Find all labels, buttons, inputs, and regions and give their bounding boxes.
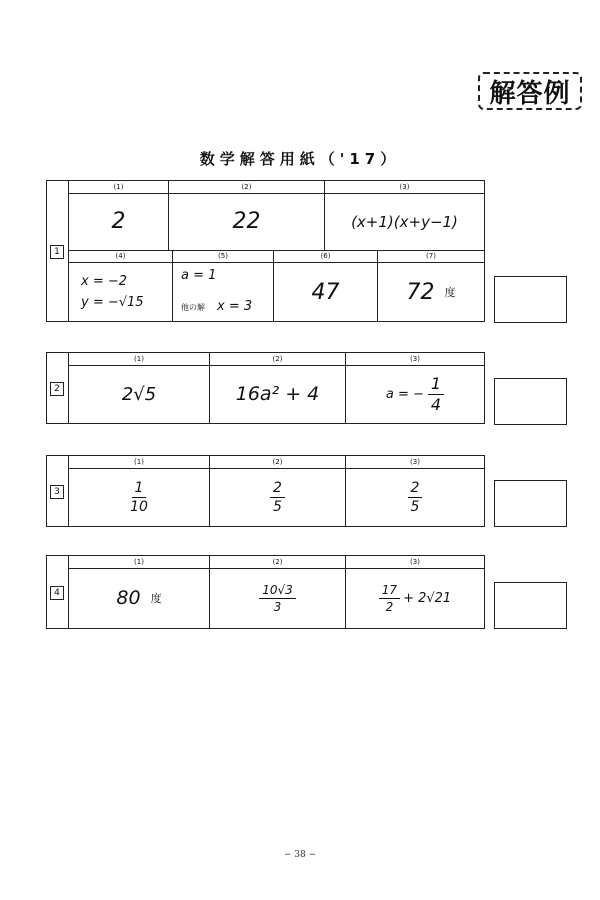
q3-answer-2-denominator: 5 — [273, 498, 282, 515]
q2-cell-2 — [209, 353, 345, 423]
q1-cell-4 — [69, 250, 172, 322]
q1-answer-7 — [378, 262, 484, 322]
question-3-number: 3 — [50, 485, 64, 499]
q1-answer-7-unit: 度 — [444, 286, 456, 299]
q4-answer-2-numerator: 10√3 — [259, 584, 296, 599]
q2-answer-1: 2√5 — [121, 383, 157, 405]
q2-answer-2: 16a² + 4 — [235, 383, 320, 405]
q3-header-2: (2) — [210, 456, 345, 469]
q3-score-box[interactable] — [494, 480, 567, 527]
q1-header-4: (4) — [69, 250, 172, 263]
q3-answer-1-numerator: 1 — [132, 481, 147, 498]
q2-answer-3-prefix: a = − — [385, 386, 424, 402]
question-3-sheet — [46, 455, 485, 527]
q4-answer-3 — [346, 568, 484, 628]
q1-header-7: (7) — [378, 250, 484, 263]
q3-answer-3 — [346, 468, 484, 526]
q1-answer-5 — [173, 262, 273, 322]
question-3-label-column — [47, 456, 69, 526]
q4-cell-3 — [345, 556, 484, 628]
question-4-number: 4 — [50, 586, 64, 600]
q1-cell-1 — [69, 181, 168, 250]
q1-header-6: (6) — [274, 250, 377, 263]
q3-answer-2 — [210, 468, 345, 526]
q4-answer-3-denominator: 2 — [385, 599, 394, 614]
q1-answer-5-other — [181, 291, 252, 316]
q4-answer-1-unit: 度 — [150, 592, 162, 605]
q3-answer-1-denominator: 10 — [130, 498, 148, 515]
q3-answer-3-numerator: 2 — [408, 481, 423, 498]
q4-score-box[interactable] — [494, 582, 567, 629]
q3-answer-3-denominator: 5 — [410, 498, 420, 515]
q1-answer-1: 2 — [111, 209, 126, 234]
q4-cell-1 — [69, 556, 209, 628]
question-2-sheet — [46, 352, 485, 424]
q1-cell-3 — [324, 181, 484, 250]
question-2-label-column — [47, 353, 69, 423]
q4-answer-2-fraction — [259, 584, 296, 613]
q3-answer-2-fraction — [270, 481, 285, 514]
q1-answer-4-x: x = −2 — [81, 274, 128, 289]
q1-answer-4-y: y = −√15 — [81, 295, 144, 310]
q3-cell-1 — [69, 456, 209, 526]
q2-answer-3-numerator: 1 — [428, 376, 444, 395]
question-4-sheet — [46, 555, 485, 629]
question-1-label-column — [47, 181, 69, 321]
question-2-number: 2 — [50, 382, 64, 396]
q3-answer-3-fraction — [408, 481, 423, 514]
q4-answer-3-rest: + 2√21 — [403, 590, 452, 606]
q1-answer-5-other-value: x = 3 — [217, 299, 253, 314]
q2-answer-3-fraction — [428, 373, 444, 414]
q1-header-3: (3) — [325, 181, 484, 194]
q4-header-1: (1) — [69, 556, 209, 569]
q1-header-5: (5) — [173, 250, 273, 263]
q3-answer-1-fraction — [130, 481, 148, 514]
q1-answer-3: (x+1)(x+y−1) — [351, 212, 458, 231]
q4-answer-3-numerator: 17 — [379, 584, 400, 599]
q4-cell-2 — [209, 556, 345, 628]
question-1-number: 1 — [50, 245, 64, 259]
question-4-label-column — [47, 556, 69, 628]
q1-answer-5-other-label: 他の解 — [181, 303, 205, 312]
q3-answer-1 — [69, 468, 209, 526]
q1-answer-5-a: a = 1 — [181, 268, 217, 283]
q1-answer-4 — [69, 262, 172, 322]
q1-cell-6 — [273, 250, 377, 322]
q4-answer-1 — [69, 568, 209, 628]
q3-header-3: (3) — [346, 456, 484, 469]
page-number: − 38 − — [283, 850, 317, 860]
q2-answer-3 — [346, 365, 484, 423]
q4-answer-1-value: 80 — [116, 587, 141, 609]
q1-answer-2: 22 — [232, 209, 261, 234]
q1-header-2: (2) — [169, 181, 324, 194]
q2-header-3: (3) — [346, 353, 484, 366]
question-1-sheet — [46, 180, 485, 322]
q4-answer-3-fraction — [379, 584, 400, 613]
q2-cell-1 — [69, 353, 209, 423]
q3-header-1: (1) — [69, 456, 209, 469]
q3-answer-2-numerator: 2 — [270, 481, 285, 498]
q1-score-box[interactable] — [494, 276, 567, 323]
q4-header-3: (3) — [346, 556, 484, 569]
q3-cell-3 — [345, 456, 484, 526]
q2-answer-3-denominator: 4 — [430, 394, 442, 414]
q1-cell-7 — [377, 250, 484, 322]
q1-answer-7-value: 72 — [406, 279, 435, 305]
q2-header-1: (1) — [69, 353, 209, 366]
q4-header-2: (2) — [210, 556, 345, 569]
q1-header-1: (1) — [69, 181, 168, 194]
q1-cell-5 — [172, 250, 273, 322]
q4-answer-2 — [210, 568, 345, 628]
q2-score-box[interactable] — [494, 378, 567, 425]
q2-header-2: (2) — [210, 353, 345, 366]
q1-cell-2 — [168, 181, 324, 250]
q2-cell-3 — [345, 353, 484, 423]
q3-cell-2 — [209, 456, 345, 526]
q1-answer-6: 47 — [311, 279, 340, 305]
q4-answer-2-denominator: 3 — [273, 599, 282, 614]
page-title: 数学解答用紙（'17） — [199, 150, 401, 168]
answer-example-badge: 解答例 — [478, 72, 582, 110]
